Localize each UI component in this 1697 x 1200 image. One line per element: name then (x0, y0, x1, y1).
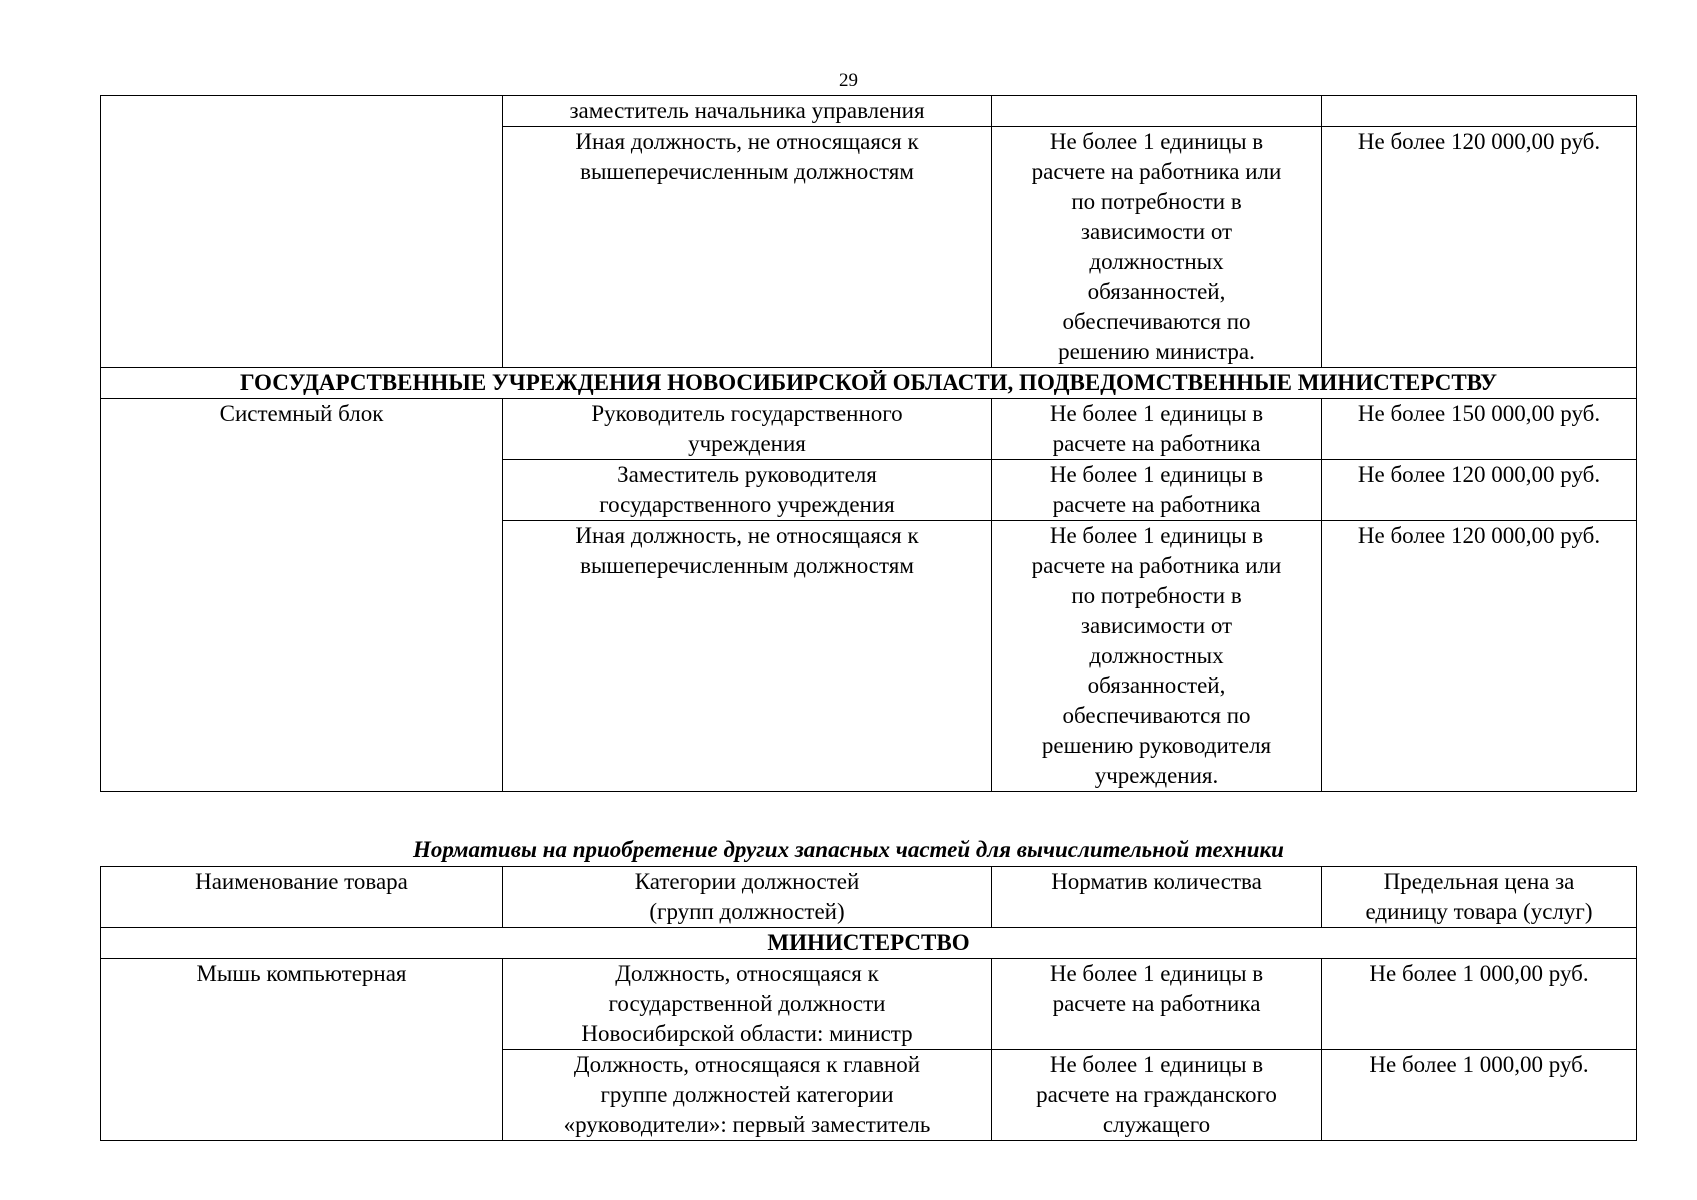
item-cell: Системный блок (101, 399, 503, 792)
table-caption: Нормативы на приобретение других запасных частей для вычислительной техники (413, 837, 1284, 862)
category-cell: Иная должность, не относящаяся к вышеперечисленным должностям (503, 521, 992, 792)
price-cell: Не более 1 000,00 руб. (1322, 1050, 1637, 1141)
category-cell: Руководитель государственного учреждения (503, 399, 992, 460)
price-cell: Не более 150 000,00 руб. (1322, 399, 1637, 460)
table-row (101, 959, 1637, 1050)
header-row (101, 867, 1637, 928)
quantity-cell: Не более 1 единицы в расчете на работника или по потребности в зависимости от должностных обязанностей, обеспечиваются по решению министра. (992, 127, 1322, 368)
computer-equipment-norms-table (100, 95, 1637, 792)
header-quantity: Норматив количества (992, 867, 1322, 928)
section-title: МИНИСТЕРСТВО (101, 928, 1637, 959)
category-cell: Должность, относящаяся к главной группе должностей категории «руководители»: первый заместитель (503, 1050, 992, 1141)
quantity-cell: Не более 1 единицы в расчете на работника (992, 399, 1322, 460)
price-cell: Не более 120 000,00 руб. (1322, 521, 1637, 792)
table-row (101, 96, 1637, 127)
category-cell: Должность, относящаяся к государственной должности Новосибирской области: министр (503, 959, 992, 1050)
quantity-cell: Не более 1 единицы в расчете на гражданского служащего (992, 1050, 1322, 1141)
item-cell (101, 96, 503, 368)
section-row (101, 928, 1637, 959)
table-row (101, 399, 1637, 460)
price-cell: Не более 1 000,00 руб. (1322, 959, 1637, 1050)
category-cell: Иная должность, не относящаяся к вышеперечисленным должностям (503, 127, 992, 368)
header-item: Наименование товара (101, 867, 503, 928)
header-category: Категории должностей (групп должностей) (503, 867, 992, 928)
item-cell: Мышь компьютерная (101, 959, 503, 1141)
spare-parts-norms-table (100, 866, 1637, 1141)
quantity-cell (992, 96, 1322, 127)
price-cell: Не более 120 000,00 руб. (1322, 127, 1637, 368)
header-price: Предельная цена за единицу товара (услуг) (1322, 867, 1637, 928)
price-cell: Не более 120 000,00 руб. (1322, 460, 1637, 521)
category-cell: Заместитель руководителя государственного учреждения (503, 460, 992, 521)
section-title: ГОСУДАРСТВЕННЫЕ УЧРЕЖДЕНИЯ НОВОСИБИРСКОЙ ОБЛАСТИ, ПОДВЕДОМСТВЕННЫЕ МИНИСТЕРСТВУ (101, 368, 1637, 399)
price-cell (1322, 96, 1637, 127)
quantity-cell: Не более 1 единицы в расчете на работника или по потребности в зависимости от должностных обязанностей, обеспечиваются по решению руководителя учреждения. (992, 521, 1322, 792)
category-cell: заместитель начальника управления (503, 96, 992, 127)
quantity-cell: Не более 1 единицы в расчете на работника (992, 460, 1322, 521)
page-number: 29 (839, 70, 858, 91)
quantity-cell: Не более 1 единицы в расчете на работника (992, 959, 1322, 1050)
section-row (101, 368, 1637, 399)
